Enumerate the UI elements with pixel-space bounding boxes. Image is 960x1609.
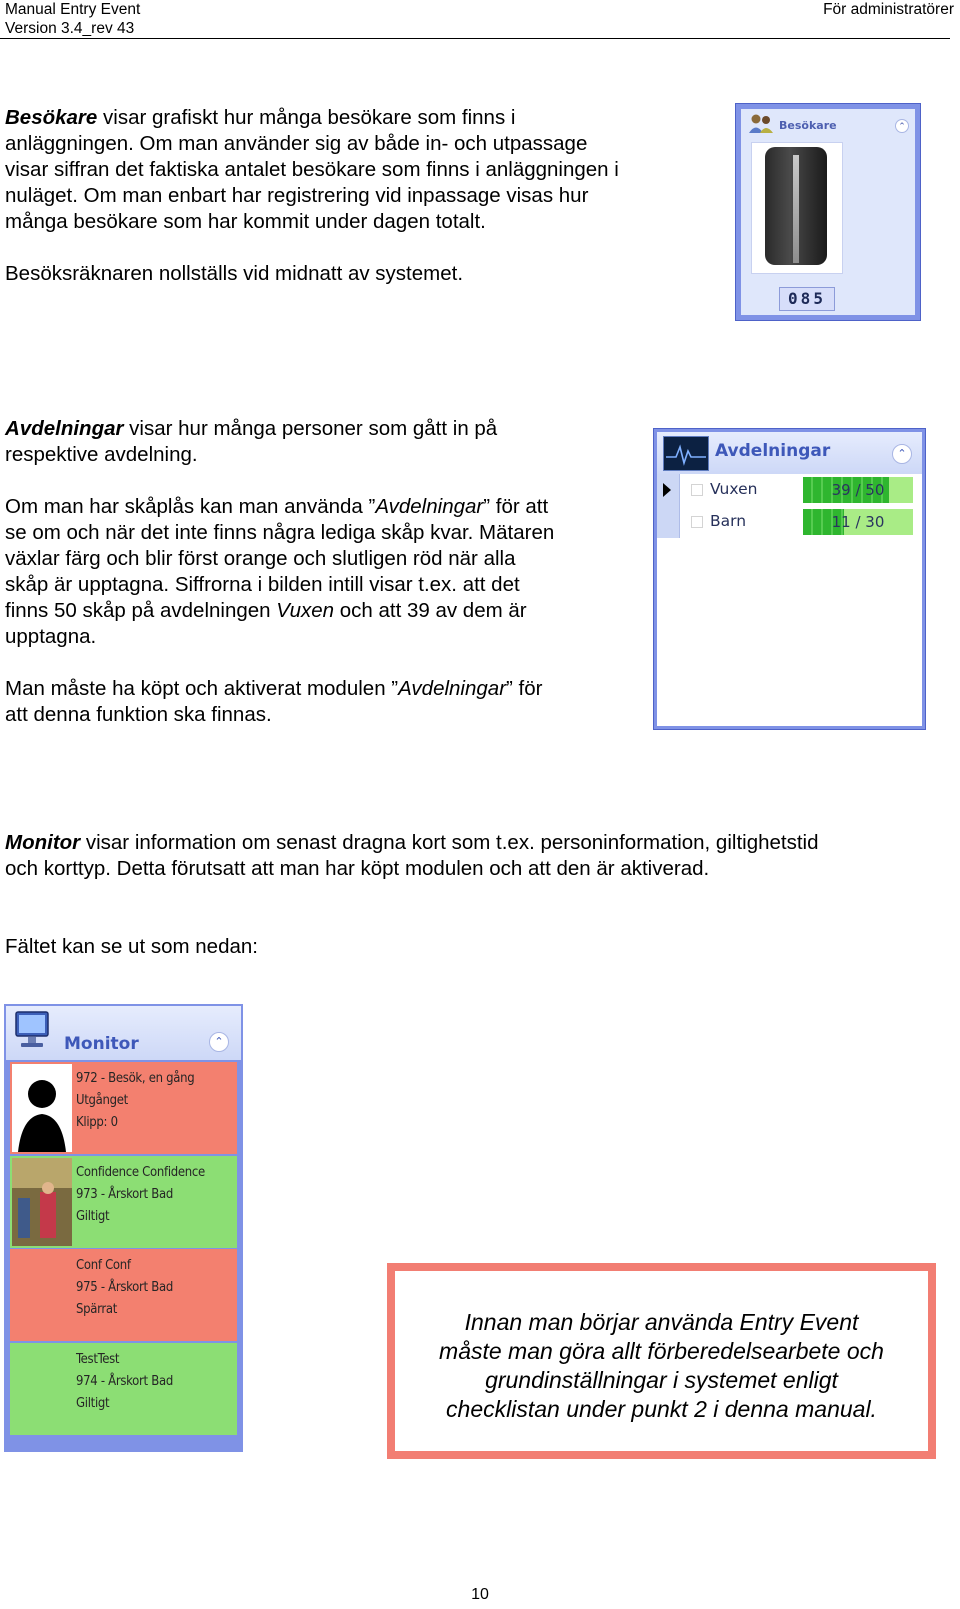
avdelningar-intro	[5, 416, 645, 468]
card-entry	[10, 1249, 237, 1341]
avdelningar-text: Om man har skåplås kan man använda ”	[5, 495, 376, 518]
card-entry	[10, 1156, 237, 1248]
visitor-count: 085	[779, 287, 835, 311]
besokare-term: Besökare	[5, 106, 98, 129]
besokare-paragraph	[5, 105, 705, 235]
avdelningar-widget-title: Avdelningar	[715, 441, 831, 461]
monitor-paragraph	[5, 830, 945, 882]
monitor-term: Monitor	[5, 831, 81, 854]
notice-line: Innan man börjar använda Entry Event	[464, 1309, 859, 1335]
besokare-reset-text: Besöksräknaren nollställs vid midnatt av systemet.	[5, 262, 464, 285]
avdelningar-section	[5, 416, 645, 728]
avdelningar-text: och att 39 av dem är	[334, 599, 527, 622]
avdelningar-text: respektive avdelning.	[5, 443, 198, 466]
besokare-widget	[735, 103, 921, 321]
locker-meter	[803, 477, 913, 503]
page-number: 10	[471, 1586, 489, 1603]
monitor-widget	[4, 1004, 243, 1452]
avdelningar-text: skåp är upptagna. Siffrorna i bilden intill visar t.ex. att det	[5, 573, 520, 596]
avdelningar-module-note	[5, 676, 645, 728]
header-divider	[0, 38, 950, 39]
card-line: Klipp: 0	[76, 1115, 118, 1130]
department-label: Vuxen	[710, 480, 758, 498]
besokare-text: nuläget. Om man enbart har registrering vid inpassage visas hur	[5, 184, 589, 207]
row-checkbox[interactable]	[691, 484, 703, 496]
card-line: Giltigt	[76, 1209, 110, 1224]
monitor-text: visar information om senast dragna kort som t.ex. personinformation, giltighetstid	[80, 831, 819, 854]
card-line: 974 - Årskort Bad	[76, 1374, 173, 1389]
besokare-widget-title: Besökare	[779, 119, 837, 132]
visitor-gauge	[751, 142, 843, 274]
row-selector[interactable]	[657, 506, 680, 538]
card-info	[76, 1068, 194, 1134]
collapse-icon[interactable]: ⌃	[892, 444, 912, 464]
card-line: Giltigt	[76, 1396, 110, 1411]
avdelningar-text: växlar färg och blir först orange och slutligen röd när alla	[5, 547, 516, 570]
monitor-field-intro: Fältet kan se ut som nedan:	[5, 935, 258, 958]
person-silhouette-icon	[12, 1064, 72, 1152]
monitor-widget-header	[6, 1006, 241, 1060]
locker-meter	[803, 509, 913, 535]
avdelningar-text: ” för	[506, 677, 543, 700]
card-info	[76, 1162, 205, 1228]
avdelningar-text: att denna funktion ska finnas.	[5, 703, 272, 726]
person-photo	[12, 1158, 72, 1246]
card-entry	[10, 1062, 237, 1154]
besokare-section	[5, 105, 705, 287]
card-line: 975 - Årskort Bad	[76, 1280, 173, 1295]
avdelningar-term: Avdelningar	[5, 417, 124, 440]
heartbeat-monitor-icon	[663, 436, 709, 471]
collapse-icon[interactable]: ⌃	[209, 1032, 229, 1052]
besokare-text: anläggningen. Om man använder sig av både in- och utpassage	[5, 132, 588, 155]
avdelningar-text: finns 50 skåp på avdelningen	[5, 599, 277, 622]
monitor-widget-title: Monitor	[64, 1034, 139, 1054]
department-row[interactable]	[657, 506, 922, 538]
row-checkbox[interactable]	[691, 516, 703, 528]
besokare-text: visar grafiskt hur många besökare som finns i	[97, 106, 516, 129]
document-version: Version 3.4_rev 43	[5, 20, 135, 37]
collapse-icon[interactable]: ⌃	[895, 119, 909, 133]
monitor-section	[5, 830, 945, 960]
visitors-icon	[748, 112, 774, 134]
monitor-text: och korttyp. Detta förutsatt att man har köpt modulen och att den är aktiverad.	[5, 857, 710, 880]
avdelningar-paragraph	[5, 494, 645, 650]
locker-meter-value: 11 / 30	[831, 513, 885, 531]
avdelningar-widget	[653, 428, 926, 730]
document-audience: För administratörer	[823, 1, 954, 18]
department-label: Barn	[710, 512, 747, 530]
card-line: 973 - Årskort Bad	[76, 1187, 173, 1202]
notice-line: måste man göra allt förberedelsearbete och	[439, 1338, 884, 1364]
avdelningar-text: visar hur många personer som gått in på	[123, 417, 498, 440]
avdelningar-italic: Avdelningar	[398, 677, 507, 700]
avdelningar-text: se om och när det inte finns några lediga skåp kvar. Mätaren	[5, 521, 555, 544]
avdelningar-italic: Vuxen	[276, 599, 335, 622]
document-title: Manual Entry Event	[5, 1, 141, 18]
card-line: TestTest	[76, 1352, 120, 1367]
card-line: Utgånget	[76, 1093, 128, 1108]
notice-line: checklistan under punkt 2 i denna manual.	[446, 1396, 877, 1422]
avdelningar-widget-header	[657, 432, 922, 474]
card-line: 972 - Besök, en gång	[76, 1071, 195, 1086]
row-pointer-icon	[663, 483, 671, 497]
card-line: Spärrat	[76, 1302, 118, 1317]
card-info	[76, 1349, 173, 1415]
row-selector[interactable]	[657, 474, 680, 506]
computer-monitor-icon	[10, 1006, 56, 1050]
card-line: Confidence Confidence	[76, 1165, 205, 1180]
besokare-text: många besökare som har kommit under dagen totalt.	[5, 210, 486, 233]
notice-line: grundinställningar i systemet enligt	[485, 1367, 838, 1393]
card-info	[76, 1255, 173, 1321]
notice-text	[395, 1308, 928, 1424]
avdelningar-text: Man måste ha köpt och aktiverat modulen ”	[5, 677, 399, 700]
avdelningar-text: upptagna.	[5, 625, 97, 648]
card-entry	[10, 1343, 237, 1435]
department-row[interactable]	[657, 474, 922, 506]
avdelningar-italic: Avdelningar	[375, 495, 484, 518]
card-line: Conf Conf	[76, 1258, 131, 1273]
thermometer-icon	[765, 147, 827, 265]
avdelningar-text: ” för att	[483, 495, 549, 518]
page-header-left	[5, 0, 140, 38]
notice-box	[387, 1263, 936, 1459]
locker-meter-value: 39 / 50	[831, 481, 885, 499]
besokare-text: visar siffran det faktiska antalet besökare som finns i anläggningen i	[5, 158, 619, 181]
